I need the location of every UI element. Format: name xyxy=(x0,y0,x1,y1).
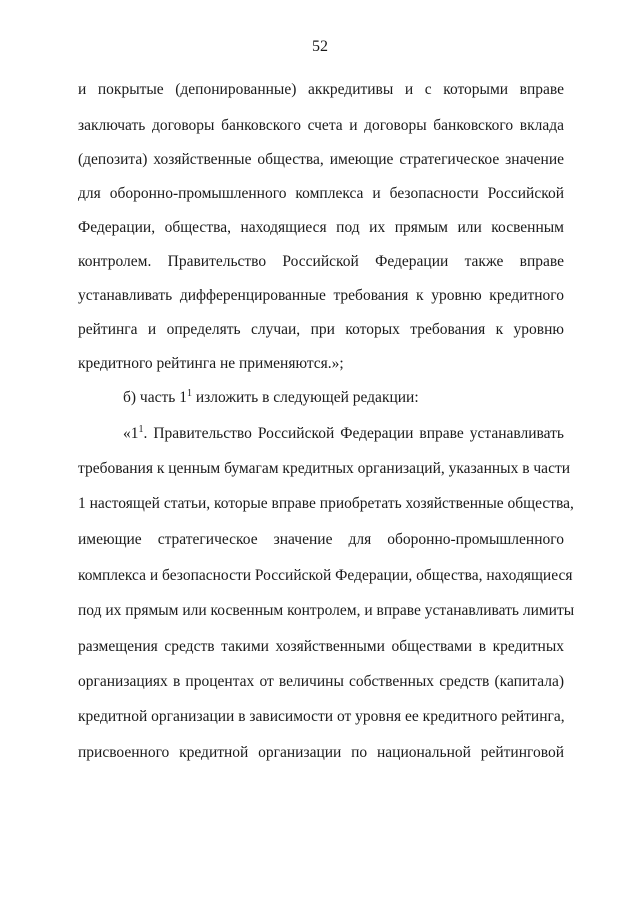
page-number: 52 xyxy=(312,38,328,55)
text-line: требования к ценным бумагам кредитных организаций, указанных в части xyxy=(78,460,571,477)
text-line: кредитного рейтинга не применяются.»; xyxy=(78,355,344,372)
text-line: организациях в процентах от величины собственных средств (капитала) xyxy=(78,673,564,690)
new-part-superscript: 1 xyxy=(138,424,144,435)
text-line: устанавливать дифференцированные требования к уровню кредитного xyxy=(78,287,564,304)
text-line: кредитной организации в зависимости от уровня ее кредитного рейтинга, xyxy=(78,708,565,725)
item-b-suffix: изложить в следующей редакции: xyxy=(191,389,419,406)
text-line: под их прямым или косвенным контролем, и вправе устанавливать лимиты xyxy=(78,602,575,619)
text-line: для оборонно-промышленного комплекса и безопасности Российской xyxy=(78,185,564,202)
text-line: Федерации, общества, находящиеся под их прямым или косвенным xyxy=(78,219,564,236)
text-line: размещения средств такими хозяйственными обществами в кредитных xyxy=(78,638,564,655)
new-part-heading-line xyxy=(123,424,564,444)
text-line: присвоенного кредитной организации по национальной рейтинговой xyxy=(78,744,564,761)
text-line: имеющие стратегическое значение для оборонно-промышленного xyxy=(78,531,564,548)
item-b-line xyxy=(123,388,419,408)
text-line: рейтинга и определять случаи, при которых требования к уровню xyxy=(78,321,564,338)
text-line: контролем. Правительство Российской Федерации также вправе xyxy=(78,253,564,270)
text-line: заключать договоры банковского счета и договоры банковского вклада xyxy=(78,117,564,134)
item-b-prefix: б) часть 1 xyxy=(123,389,187,406)
text-line: комплекса и безопасности Российской Федерации, общества, находящиеся xyxy=(78,567,573,584)
text-line: и покрытые (депонированные) аккредитивы и с которыми вправе xyxy=(78,81,564,98)
item-b-superscript: 1 xyxy=(186,388,192,399)
text-line: 1 настоящей статьи, которые вправе приобретать хозяйственные общества, xyxy=(78,495,574,512)
new-part-prefix: «1 xyxy=(123,425,139,442)
new-part-suffix: . Правительство Российской Федерации вправе устанавливать xyxy=(143,425,564,442)
text-line: (депозита) хозяйственные общества, имеющие стратегическое значение xyxy=(78,151,564,168)
